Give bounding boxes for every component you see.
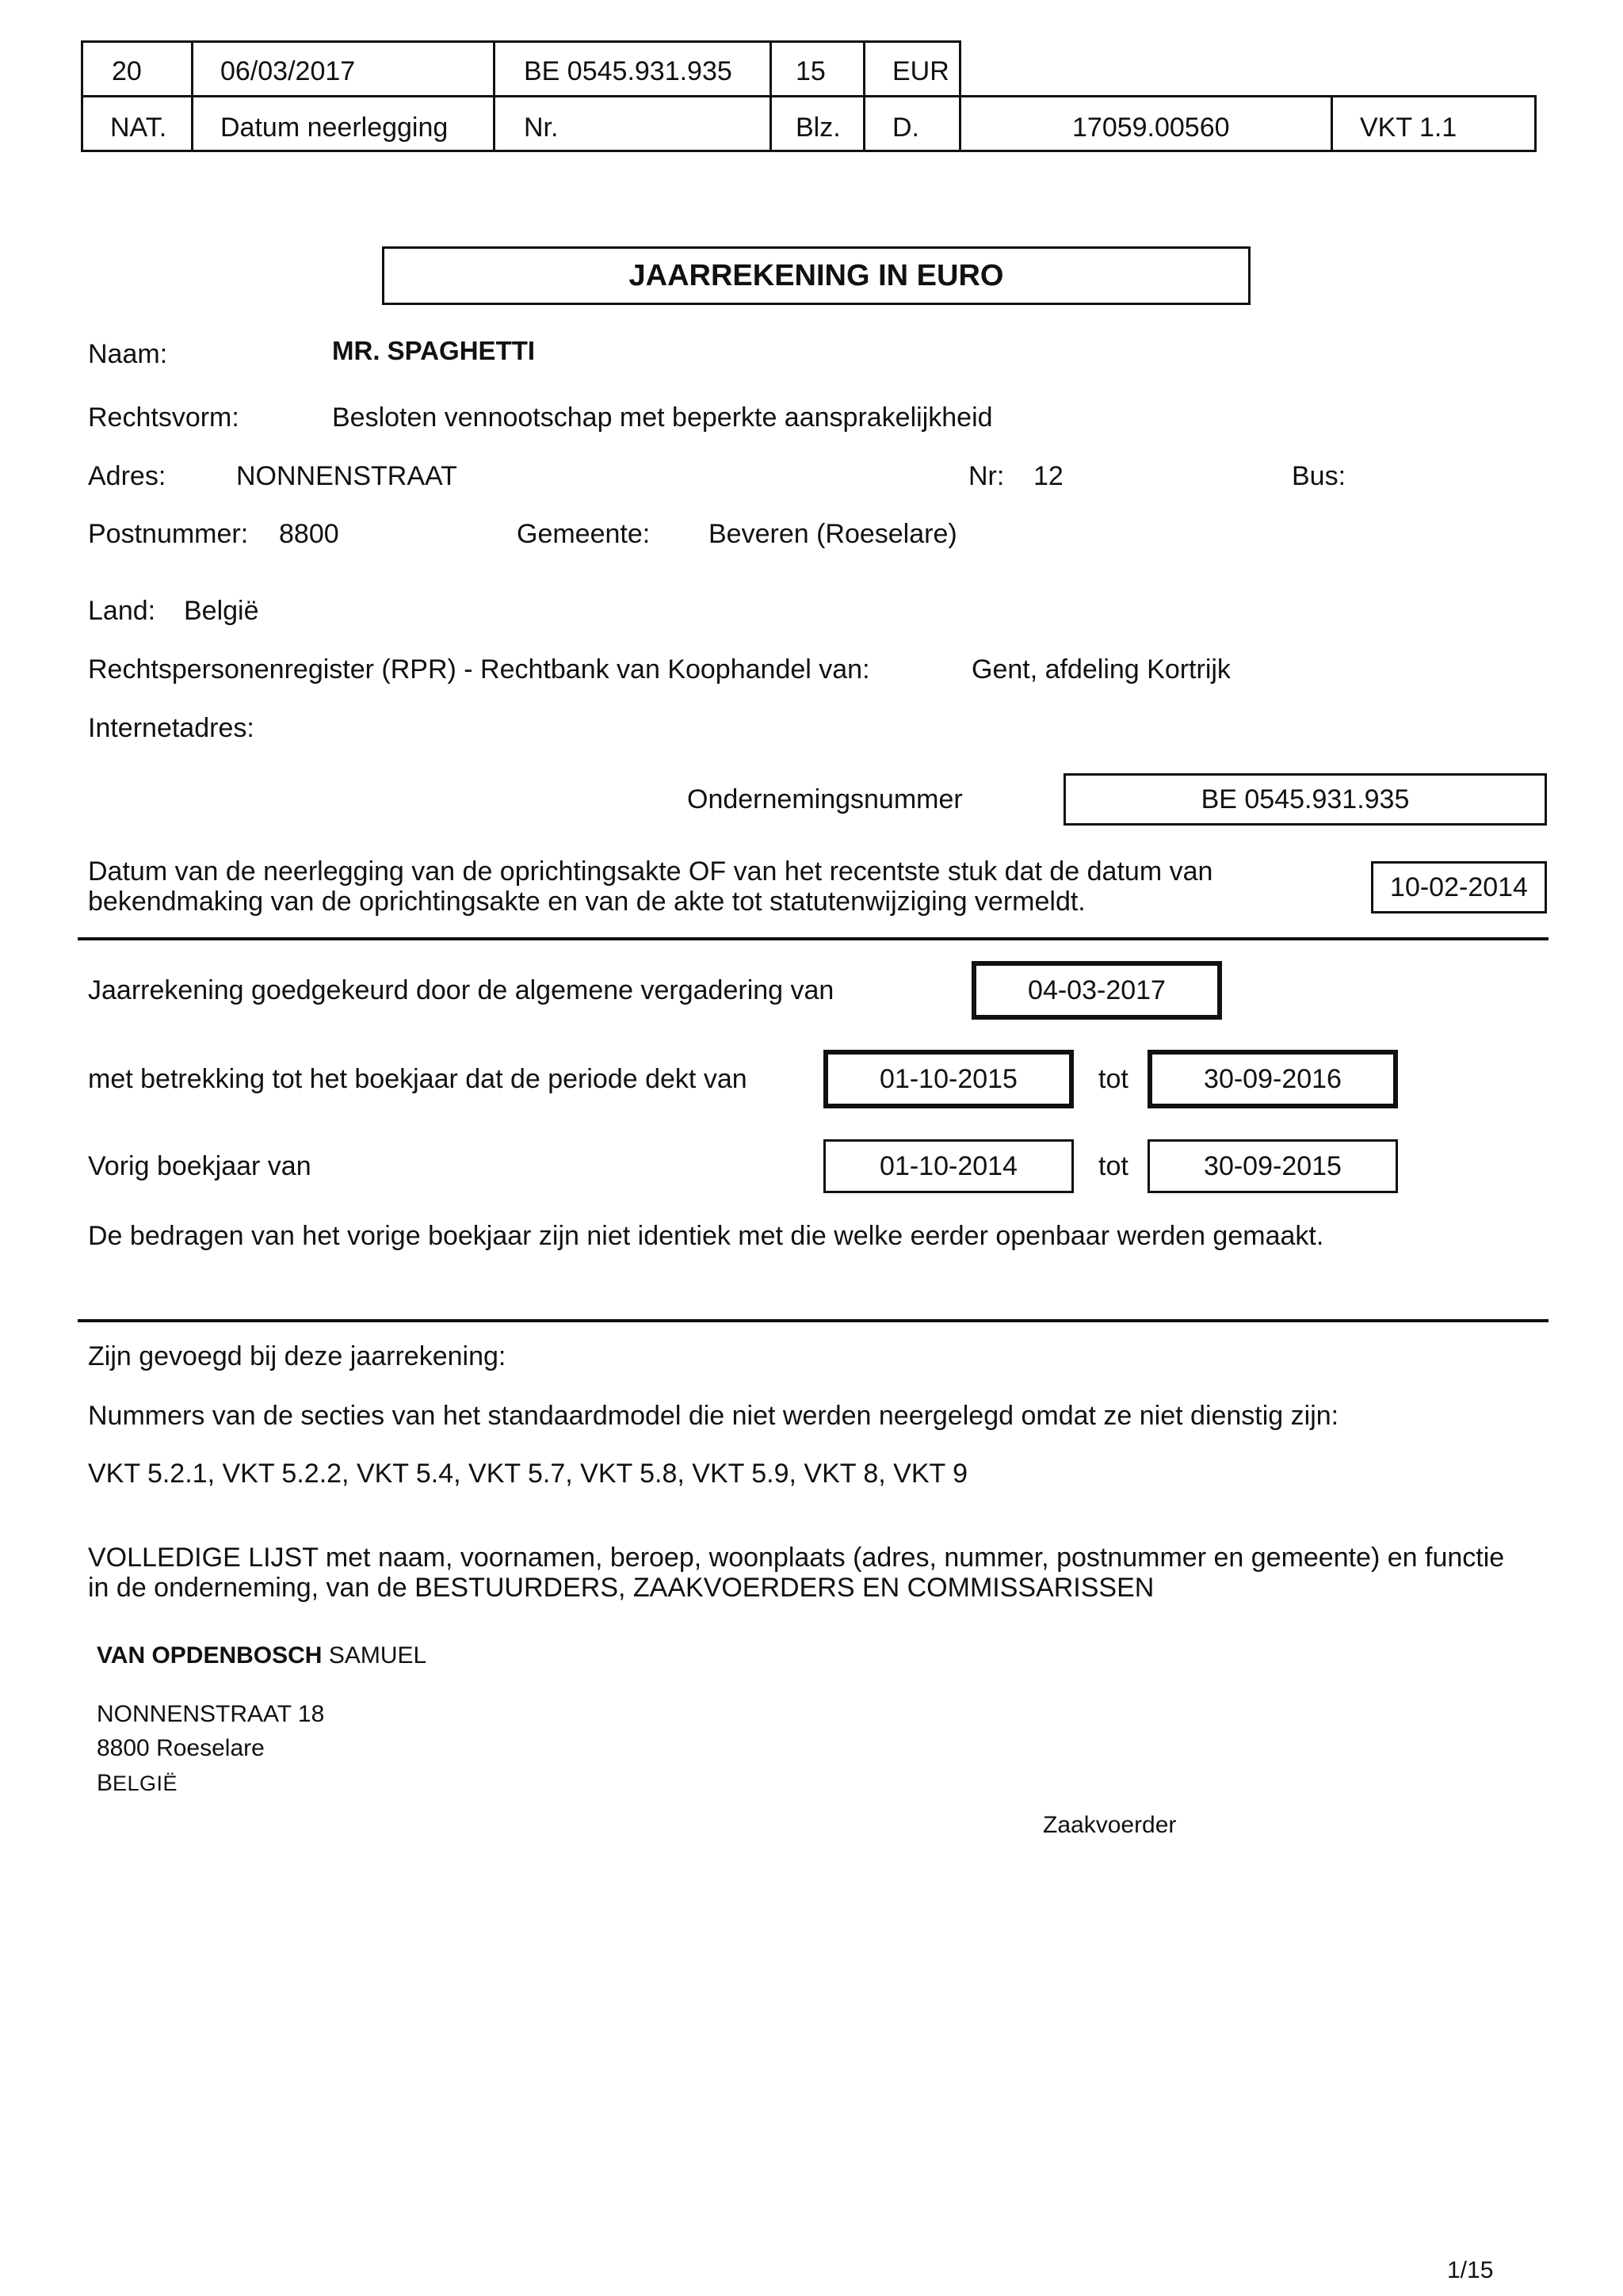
approval-date-box [972,961,1222,1020]
adres-value: NONNENSTRAAT [236,461,457,491]
header-label-blz-text: Blz. [796,113,841,143]
director-country-initial: B [97,1770,113,1796]
director-country-rest: ELGIË [113,1772,178,1795]
land-label: Land: [88,596,156,626]
directors-list-line1: VOLLEDIGE LIJST met naam, voornamen, beroep, woonplaats (adres, nummer, postnummer en gemeente) en functie [88,1543,1505,1573]
director-street: NONNENSTRAAT 18 [97,1701,325,1727]
period-label: met betrekking tot het boekjaar dat de periode dekt van [88,1064,747,1094]
previous-tot-label: tot [1098,1151,1128,1181]
adres-label: Adres: [88,461,166,491]
header-label-blz [769,95,865,152]
neerlegging-date: 10-02-2014 [1390,872,1528,902]
gemeente-label: Gemeente: [517,519,651,549]
header-blz-value: 15 [796,56,826,86]
director-function: Zaakvoerder [1043,1812,1177,1838]
page-title: JAARREKENING IN EURO [628,259,1004,292]
header-section-cell [1331,95,1537,152]
period-to-box [1148,1050,1398,1108]
attachments-label: Zijn gevoegd bij deze jaarrekening: [88,1341,506,1371]
header-reference: 17059.00560 [1072,113,1230,143]
previous-label: Vorig boekjaar van [88,1151,311,1181]
title-box [382,246,1251,305]
header-label-nr [493,95,772,152]
directors-list-line2: in de onderneming, van de BESTUURDERS, ZAAKVOERDERS EN COMMISSARISSEN [88,1573,1155,1603]
header-cell-d [863,40,961,97]
header-reference-cell [959,95,1333,152]
rpr-value: Gent, afdeling Kortrijk [972,654,1231,685]
header-cell-nr [493,40,772,97]
page-number: 1/15 [1447,2257,1494,2283]
header-section: VKT 1.1 [1360,113,1457,143]
header-label-date [191,95,495,152]
neerlegging-text-line1: Datum van de neerlegging van de oprichtingsakte OF van het recentste stuk dat de datum van [88,856,1213,887]
header-label-nat [81,95,193,152]
rechtsvorm-value: Besloten vennootschap met beperkte aansprakelijkheid [332,402,993,433]
previous-to: 30-09-2015 [1204,1151,1342,1181]
header-date-value: 06/03/2017 [220,56,356,86]
neerlegging-text-line2: bekendmaking van de oprichtingsakte en van de akte tot statutenwijziging vermeldt. [88,887,1086,917]
header-nr-value: BE 0545.931.935 [524,56,732,86]
header-cell-blz [769,40,865,97]
divider-2 [78,1319,1549,1322]
sections-list: VKT 5.2.1, VKT 5.2.2, VKT 5.4, VKT 5.7, VKT 5.8, VKT 5.9, VKT 8, VKT 9 [88,1459,968,1489]
period-from-box [823,1050,1074,1108]
ondernemingsnummer-label: Ondernemingsnummer [687,784,963,814]
company-name: MR. SPAGHETTI [332,336,536,365]
rpr-label: Rechtspersonenregister (RPR) - Rechtbank van Koophandel van: [88,654,870,685]
header-label-d [863,95,961,152]
approval-label: Jaarrekening goedgekeurd door de algemene vergadering van [88,975,834,1005]
header-label-nr-text: Nr. [524,113,559,143]
director-firstname: SAMUEL [328,1642,427,1669]
previous-to-box [1148,1139,1398,1193]
nr-value: 12 [1033,461,1064,491]
director-surname: VAN OPDENBOSCH [97,1642,323,1669]
previous-from-box [823,1139,1074,1193]
neerlegging-date-box [1371,861,1547,913]
header-d-value: EUR [892,56,949,86]
header-label-d-text: D. [892,113,919,143]
rechtsvorm-label: Rechtsvorm: [88,402,239,433]
director-country [97,1769,178,1798]
ondernemingsnummer-box [1064,773,1547,826]
approval-date: 04-03-2017 [1028,975,1166,1005]
period-to: 30-09-2016 [1204,1064,1342,1094]
director-name [97,1642,426,1670]
gemeente-value: Beveren (Roeselare) [708,519,957,549]
ondernemingsnummer-value: BE 0545.931.935 [1201,784,1410,814]
postnummer-label: Postnummer: [88,519,249,549]
period-tot-label: tot [1098,1064,1128,1094]
land-value: België [184,596,259,626]
sections-label: Nummers van de secties van het standaardmodel die niet werden neergelegd omdat ze niet dienstig zijn: [88,1401,1339,1431]
previous-note: De bedragen van het vorige boekjaar zijn niet identiek met die welke eerder openbaar werden gemaakt. [88,1221,1324,1251]
header-label-nat-text: NAT. [110,113,167,143]
header-nat-value: 20 [112,56,142,86]
postnummer-value: 8800 [279,519,339,549]
director-city: 8800 Roeselare [97,1735,265,1761]
nr-label: Nr: [968,461,1005,491]
naam-label: Naam: [88,339,168,369]
header-label-date-text: Datum neerlegging [220,113,449,143]
previous-from: 01-10-2014 [880,1151,1018,1181]
bus-label: Bus: [1292,461,1346,491]
internetadres-label: Internetadres: [88,713,254,743]
divider-1 [78,937,1549,940]
period-from: 01-10-2015 [880,1064,1018,1094]
header-cell-nat [81,40,193,97]
header-cell-date [191,40,495,97]
